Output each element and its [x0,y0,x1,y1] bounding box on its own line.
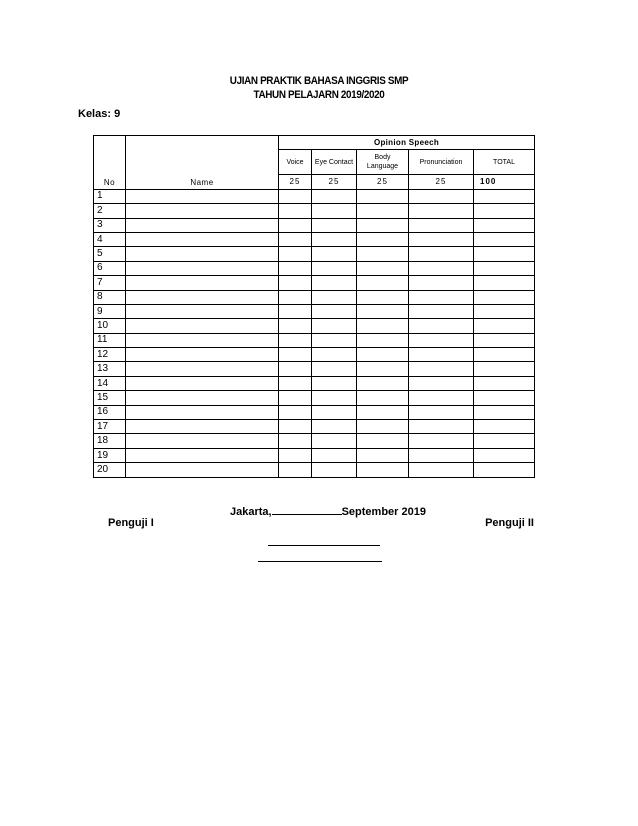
eye-contact-cell[interactable] [312,290,357,304]
pronunciation-cell[interactable] [409,333,474,347]
total-cell[interactable] [474,290,535,304]
total-cell[interactable] [474,405,535,419]
table-row [94,391,535,405]
table-row [94,463,535,477]
pronunciation-cell[interactable] [409,218,474,232]
row-number: 18 [94,434,126,448]
row-number: 10 [94,319,126,333]
pronunciation-cell[interactable] [409,290,474,304]
table-row [94,405,535,419]
place-label: Jakarta, [230,506,272,518]
row-number: 15 [94,391,126,405]
voice-cell[interactable] [279,261,312,275]
voice-cell[interactable] [279,362,312,376]
name-cell[interactable] [126,247,279,261]
name-cell[interactable] [126,376,279,390]
voice-cell[interactable] [279,319,312,333]
voice-cell[interactable] [279,376,312,390]
pronunciation-cell[interactable] [409,405,474,419]
total-cell[interactable] [474,348,535,362]
name-cell[interactable] [126,290,279,304]
name-cell[interactable] [126,463,279,477]
eye-contact-cell[interactable] [312,376,357,390]
total-cell[interactable] [474,247,535,261]
table-row [94,304,535,318]
header-pronunciation: Pronunciation [409,150,474,175]
voice-cell[interactable] [279,333,312,347]
table-row [94,261,535,275]
body-language-cell[interactable] [357,362,409,376]
total-cell[interactable] [474,448,535,462]
row-number: 7 [94,276,126,290]
academic-year: TAHUN PELAJARN 2019/2020 [253,89,385,101]
eye-contact-cell[interactable] [312,391,357,405]
total-cell[interactable] [474,304,535,318]
table-row [94,348,535,362]
row-number: 14 [94,376,126,390]
body-language-cell[interactable] [357,319,409,333]
body-language-cell[interactable] [357,261,409,275]
row-number: 16 [94,405,126,419]
row-number: 1 [94,189,126,203]
voice-cell[interactable] [279,247,312,261]
eye-contact-cell[interactable] [312,463,357,477]
body-language-cell[interactable] [357,376,409,390]
eye-contact-cell[interactable] [312,218,357,232]
header-name: Name [126,136,279,190]
name-cell[interactable] [126,420,279,434]
header-no: No [94,136,126,190]
date-blank [272,504,342,515]
eye-contact-cell[interactable] [312,204,357,218]
name-cell[interactable] [126,434,279,448]
body-language-cell[interactable] [357,434,409,448]
pronunciation-cell[interactable] [409,261,474,275]
body-language-cell[interactable] [357,304,409,318]
max-body-language: 25 [357,175,409,189]
body-language-cell[interactable] [357,204,409,218]
pronunciation-cell[interactable] [409,362,474,376]
name-cell[interactable] [126,362,279,376]
pronunciation-cell[interactable] [409,448,474,462]
eye-contact-cell[interactable] [312,247,357,261]
body-language-cell[interactable] [357,276,409,290]
pronunciation-cell[interactable] [409,189,474,203]
pronunciation-cell[interactable] [409,463,474,477]
pronunciation-cell[interactable] [409,434,474,448]
pronunciation-cell[interactable] [409,232,474,246]
total-cell[interactable] [474,189,535,203]
eye-contact-cell[interactable] [312,261,357,275]
row-number: 13 [94,362,126,376]
table-row [94,333,535,347]
name-cell[interactable] [126,204,279,218]
signature-line-1 [268,545,380,546]
total-cell[interactable] [474,434,535,448]
table-row [94,232,535,246]
body-language-cell[interactable] [357,391,409,405]
table-row [94,204,535,218]
name-cell[interactable] [126,189,279,203]
body-language-cell[interactable] [357,333,409,347]
total-cell[interactable] [474,261,535,275]
voice-cell[interactable] [279,448,312,462]
total-cell[interactable] [474,218,535,232]
table-row [94,420,535,434]
eye-contact-cell[interactable] [312,348,357,362]
name-cell[interactable] [126,304,279,318]
body-language-cell[interactable] [357,290,409,304]
eye-contact-cell[interactable] [312,448,357,462]
eye-contact-cell[interactable] [312,362,357,376]
voice-cell[interactable] [279,348,312,362]
pronunciation-cell[interactable] [409,247,474,261]
eye-contact-cell[interactable] [312,405,357,419]
voice-cell[interactable] [279,434,312,448]
eye-contact-cell[interactable] [312,304,357,318]
row-number: 17 [94,420,126,434]
total-cell[interactable] [474,333,535,347]
examiner-2-label: Penguji II [485,517,534,529]
pronunciation-cell[interactable] [409,420,474,434]
class-label: Kelas: 9 [78,108,121,120]
body-language-cell[interactable] [357,348,409,362]
name-cell[interactable] [126,348,279,362]
pronunciation-cell[interactable] [409,204,474,218]
eye-contact-cell[interactable] [312,189,357,203]
row-number: 9 [94,304,126,318]
table-row [94,362,535,376]
name-cell[interactable] [126,319,279,333]
table-row [94,448,535,462]
row-number: 2 [94,204,126,218]
eye-contact-cell[interactable] [312,232,357,246]
signature-line-2 [258,561,382,562]
eye-contact-cell[interactable] [312,276,357,290]
eye-contact-cell[interactable] [312,420,357,434]
row-number: 6 [94,261,126,275]
row-number: 12 [94,348,126,362]
name-cell[interactable] [126,218,279,232]
month-year: September 2019 [341,506,426,518]
voice-cell[interactable] [279,276,312,290]
voice-cell[interactable] [279,204,312,218]
name-cell[interactable] [126,333,279,347]
pronunciation-cell[interactable] [409,376,474,390]
max-total: 100 [474,175,535,189]
header-voice: Voice [279,150,312,175]
table-row [94,376,535,390]
total-cell[interactable] [474,232,535,246]
name-cell[interactable] [126,391,279,405]
examiner-1-label: Penguji I [108,517,154,529]
row-number: 4 [94,232,126,246]
body-language-cell[interactable] [357,405,409,419]
total-cell[interactable] [474,463,535,477]
name-cell[interactable] [126,261,279,275]
total-cell[interactable] [474,362,535,376]
header-body-language: Body Language [357,150,409,175]
row-number: 8 [94,290,126,304]
name-cell[interactable] [126,276,279,290]
voice-cell[interactable] [279,290,312,304]
row-number: 19 [94,448,126,462]
body-language-cell[interactable] [357,420,409,434]
pronunciation-cell[interactable] [409,276,474,290]
total-cell[interactable] [474,204,535,218]
total-cell[interactable] [474,391,535,405]
place-date [230,504,426,518]
row-number: 11 [94,333,126,347]
eye-contact-cell[interactable] [312,333,357,347]
name-cell[interactable] [126,232,279,246]
row-number: 5 [94,247,126,261]
voice-cell[interactable] [279,420,312,434]
name-cell[interactable] [126,448,279,462]
voice-cell[interactable] [279,189,312,203]
body-language-cell[interactable] [357,448,409,462]
max-eye-contact: 25 [312,175,357,189]
voice-cell[interactable] [279,391,312,405]
row-number: 3 [94,218,126,232]
voice-cell[interactable] [279,218,312,232]
header-eye-contact: Eye Contact [312,150,357,175]
max-pronunciation: 25 [409,175,474,189]
voice-cell[interactable] [279,304,312,318]
name-cell[interactable] [126,405,279,419]
header-total: TOTAL [474,150,535,175]
body-language-cell[interactable] [357,232,409,246]
voice-cell[interactable] [279,232,312,246]
table-row [94,319,535,333]
total-cell[interactable] [474,276,535,290]
pronunciation-cell[interactable] [409,319,474,333]
table-row [94,434,535,448]
total-cell[interactable] [474,319,535,333]
body-language-cell[interactable] [357,189,409,203]
score-table [93,135,535,478]
table-row [94,276,535,290]
voice-cell[interactable] [279,463,312,477]
body-language-cell[interactable] [357,463,409,477]
pronunciation-cell[interactable] [409,304,474,318]
total-cell[interactable] [474,376,535,390]
eye-contact-cell[interactable] [312,319,357,333]
row-number: 20 [94,463,126,477]
pronunciation-cell[interactable] [409,391,474,405]
table-row [94,189,535,203]
header-opinion-speech: Opinion Speech [279,136,535,150]
body-language-cell[interactable] [357,247,409,261]
table-row [94,218,535,232]
body-language-cell[interactable] [357,218,409,232]
table-row [94,247,535,261]
table-row [94,290,535,304]
eye-contact-cell[interactable] [312,434,357,448]
max-voice: 25 [279,175,312,189]
voice-cell[interactable] [279,405,312,419]
total-cell[interactable] [474,420,535,434]
pronunciation-cell[interactable] [409,348,474,362]
exam-title: UJIAN PRAKTIK BAHASA INGGRIS SMP [229,75,409,87]
